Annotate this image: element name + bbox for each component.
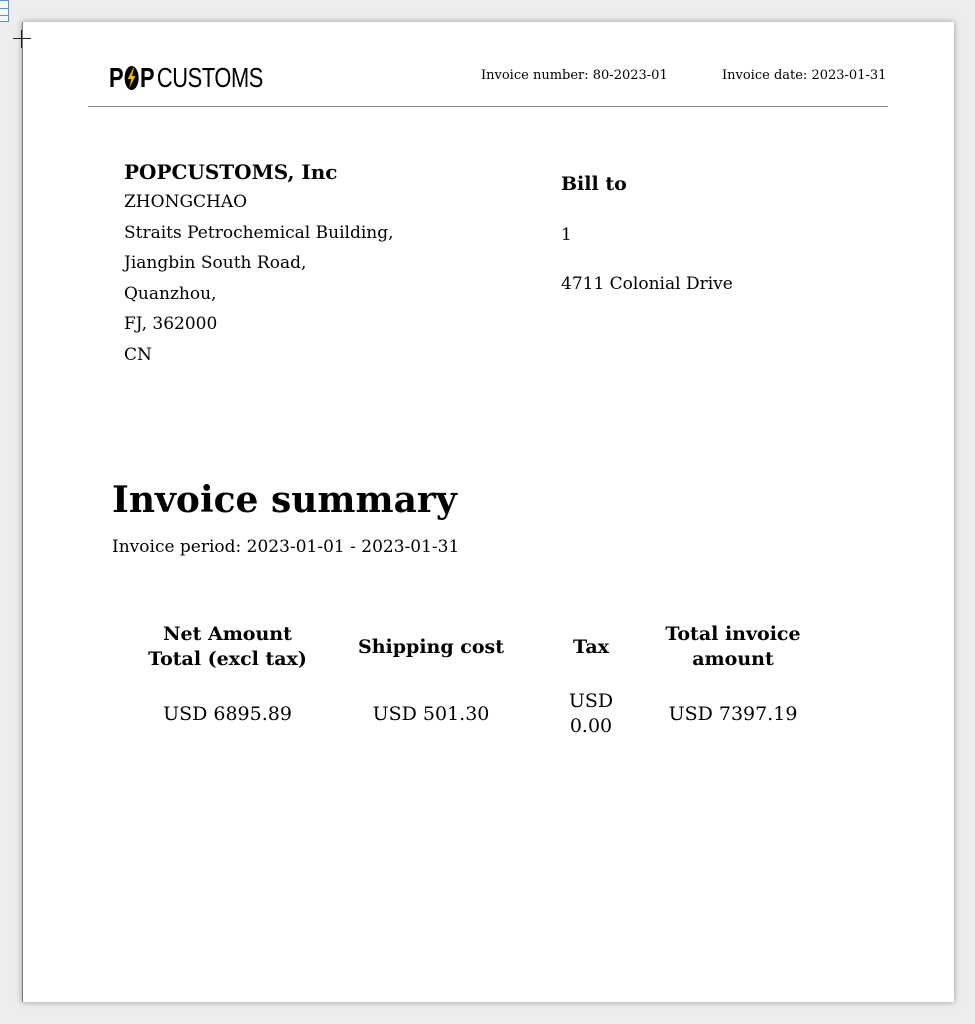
seller-address-line: Jiangbin South Road, — [124, 253, 307, 273]
lightning-bolt-icon — [124, 65, 140, 91]
seller-address-line: ZHONGCHAO — [124, 192, 248, 212]
header-divider — [88, 106, 888, 107]
bill-to-address: 4711 Colonial Drive — [561, 274, 733, 294]
page-content — [22, 22, 954, 1002]
column-header-shipping: Shipping cost — [358, 635, 504, 658]
page-thumbnail-icon[interactable] — [0, 0, 9, 22]
crosshair-cursor-icon — [13, 30, 31, 48]
invoice-summary-table — [127, 614, 818, 748]
table-header-row — [127, 614, 818, 680]
bill-to-name: 1 — [561, 225, 572, 245]
column-header-tax: Tax — [573, 635, 609, 658]
net-amount-value: USD 6895.89 — [163, 702, 292, 725]
shipping-cost-value: USD 501.30 — [372, 702, 490, 725]
seller-address — [124, 159, 394, 370]
tax-value: USD 0.00 — [568, 690, 614, 737]
invoice-summary-title: Invoice summary — [112, 479, 457, 521]
logo-word-customs: CUSTOMS — [156, 62, 263, 93]
column-header-net-amount: Net Amount Total (excl tax) — [148, 623, 307, 670]
invoice-date: Invoice date: 2023-01-31 — [722, 68, 887, 83]
seller-address-line: Quanzhou, — [124, 283, 217, 304]
logo-letter-p: P — [109, 62, 123, 93]
bill-to-heading: Bill to — [561, 173, 627, 195]
company-logo — [109, 62, 263, 94]
column-header-total: Total invoice amount — [665, 623, 801, 670]
table-row — [127, 680, 818, 748]
total-invoice-value: USD 7397.19 — [668, 702, 798, 725]
seller-company-name: POPCUSTOMS, Inc — [124, 160, 338, 184]
invoice-number: Invoice number: 80-2023-01 — [481, 68, 668, 83]
invoice-period: Invoice period: 2023-01-01 - 2023-01-31 — [112, 537, 460, 557]
seller-address-line: FJ, 362000 — [124, 314, 218, 334]
seller-address-line: CN — [124, 344, 152, 365]
seller-address-line: Straits Petrochemical Building, — [124, 222, 394, 243]
logo-letter-p2: P — [139, 62, 154, 93]
